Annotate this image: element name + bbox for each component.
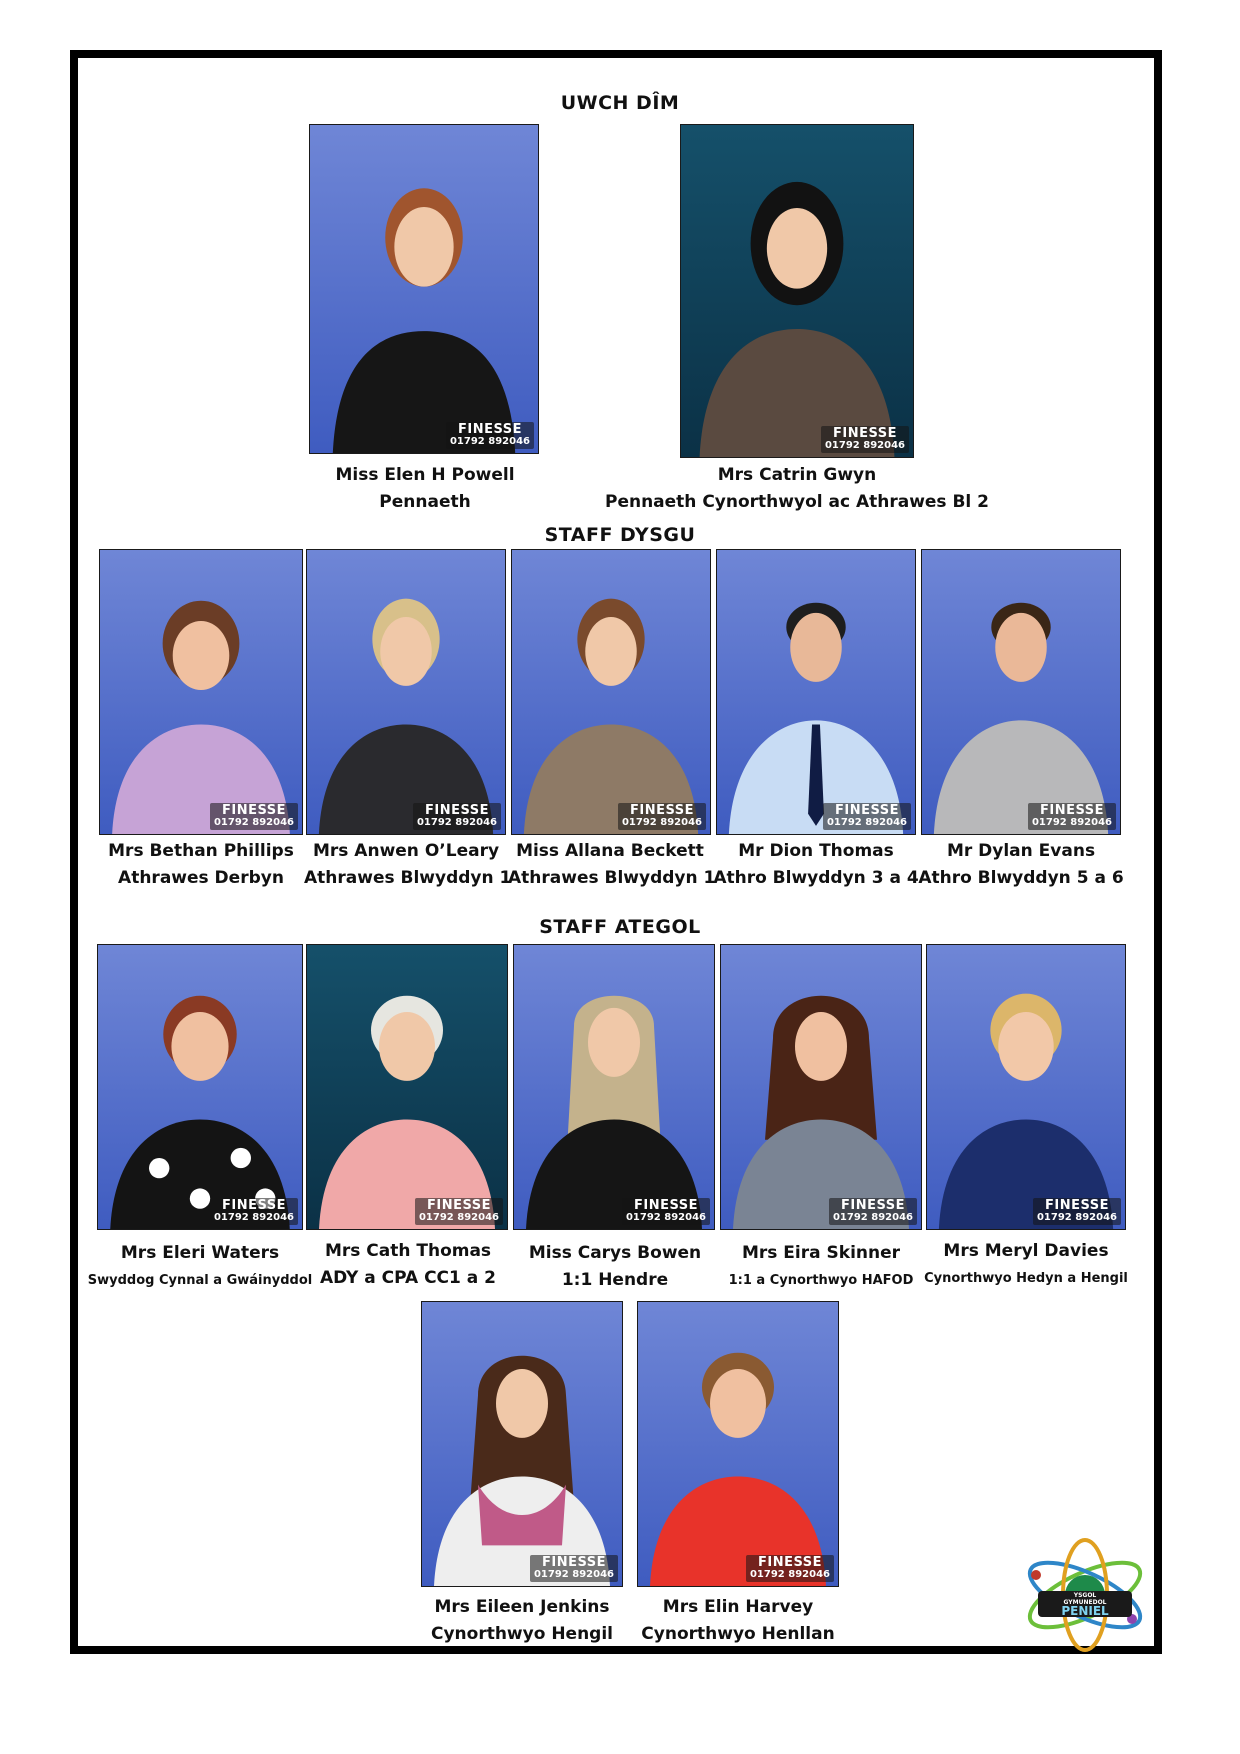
watermark: FINESSE 01792 892046 (446, 422, 534, 449)
section-heading-support: STAFF ATEGOL (539, 916, 701, 938)
watermark: FINESSE 01792 892046 (415, 1198, 503, 1225)
portrait-photo (309, 124, 539, 454)
staff-role: Athrawes Blwyddyn 1 (304, 868, 512, 888)
watermark: FINESSE 01792 892046 (618, 803, 706, 830)
staff-role: Athrawes Derbyn (118, 868, 284, 888)
staff-name: Mrs Eira Skinner (741, 1243, 901, 1263)
person-silhouette-icon (638, 1302, 838, 1586)
watermark: FINESSE 01792 892046 (622, 1198, 710, 1225)
section-heading-teaching: STAFF DYSGU (544, 524, 696, 546)
staff-caption (713, 838, 919, 892)
staff-caption (85, 1240, 315, 1294)
portrait-photo (97, 944, 303, 1230)
person-silhouette-icon (514, 945, 714, 1229)
portrait-photo (720, 944, 922, 1230)
logo-line-1: YSGOL (1073, 1592, 1097, 1599)
person-silhouette-icon (422, 1302, 622, 1586)
staff-caption (305, 1238, 511, 1292)
person-silhouette-icon (922, 550, 1120, 834)
staff-caption (300, 462, 550, 516)
watermark: FINESSE 01792 892046 (530, 1555, 618, 1582)
staff-caption (508, 838, 716, 892)
logo-line-2: GYMUNEDOL (1063, 1599, 1107, 1606)
portrait-photo (306, 549, 506, 835)
watermark: FINESSE 01792 892046 (746, 1555, 834, 1582)
school-logo (1020, 1535, 1150, 1655)
person-silhouette-icon (310, 125, 538, 453)
person-silhouette-icon (927, 945, 1125, 1229)
staff-caption (716, 1240, 926, 1294)
watermark: FINESSE 01792 892046 (829, 1198, 917, 1225)
watermark: FINESSE 01792 892046 (210, 1198, 298, 1225)
staff-role: 1:1 a Cynorthwyo HAFOD (728, 1273, 914, 1288)
watermark: FINESSE 01792 892046 (210, 803, 298, 830)
logo-line-3: PENIEL (1061, 1604, 1109, 1618)
person-silhouette-icon (98, 945, 302, 1229)
watermark: FINESSE 01792 892046 (1033, 1198, 1121, 1225)
portrait-photo (513, 944, 715, 1230)
staff-role: ADY a CPA CC1 a 2 (319, 1268, 497, 1288)
staff-role: Cynorthwyo Henllan (641, 1624, 835, 1644)
staff-caption (600, 462, 994, 516)
person-silhouette-icon (307, 945, 507, 1229)
person-silhouette-icon (721, 945, 921, 1229)
staff-name: Mrs Elin Harvey (662, 1597, 814, 1617)
staff-name: Mr Dion Thomas (738, 841, 894, 861)
portrait-photo (511, 549, 711, 835)
staff-name: Mrs Catrin Gwyn (717, 465, 877, 485)
staff-name: Mrs Anwen O’Leary (312, 841, 500, 861)
staff-caption (918, 838, 1124, 892)
staff-role: Pennaeth (379, 492, 471, 512)
portrait-photo (921, 549, 1121, 835)
staff-name: Mrs Bethan Phillips (108, 841, 294, 861)
staff-caption (920, 1238, 1132, 1292)
person-silhouette-icon (681, 125, 913, 457)
portrait-photo (926, 944, 1126, 1230)
staff-role: 1:1 Hendre (561, 1270, 669, 1290)
staff-caption (95, 838, 307, 892)
person-silhouette-icon (307, 550, 505, 834)
staff-role: Swyddog Cynnal a Gwáinyddol (87, 1273, 313, 1288)
staff-name: Miss Elen H Powell (335, 465, 515, 485)
staff-caption (304, 838, 512, 892)
person-silhouette-icon (717, 550, 915, 834)
staff-name: Miss Allana Beckett (516, 841, 704, 861)
portrait-photo (680, 124, 914, 458)
staff-role: Athro Blwyddyn 3 a 4 (713, 868, 919, 888)
staff-name: Mrs Meryl Davies (943, 1241, 1109, 1261)
staff-caption (636, 1594, 840, 1648)
person-silhouette-icon (100, 550, 302, 834)
staff-name: Mrs Cath Thomas (324, 1241, 492, 1261)
section-heading-senior: UWCH DÎM (560, 92, 680, 114)
portrait-photo (306, 944, 508, 1230)
staff-role: Athro Blwyddyn 5 a 6 (918, 868, 1124, 888)
watermark: FINESSE 01792 892046 (823, 803, 911, 830)
portrait-photo (421, 1301, 623, 1587)
staff-role: Athrawes Blwyddyn 1 (508, 868, 716, 888)
staff-name: Miss Carys Bowen (528, 1243, 702, 1263)
watermark: FINESSE 01792 892046 (413, 803, 501, 830)
staff-name: Mrs Eileen Jenkins (434, 1597, 610, 1617)
portrait-photo (637, 1301, 839, 1587)
person-silhouette-icon (512, 550, 710, 834)
staff-role: Cynorthwyo Hengil (430, 1624, 614, 1644)
portrait-photo (716, 549, 916, 835)
staff-caption (510, 1240, 720, 1294)
staff-caption (420, 1594, 624, 1648)
staff-role: Pennaeth Cynorthwyol ac Athrawes Bl 2 (604, 492, 990, 512)
watermark: FINESSE 01792 892046 (821, 426, 909, 453)
portrait-photo (99, 549, 303, 835)
staff-name: Mrs Eleri Waters (120, 1243, 280, 1263)
staff-role: Cynorthwyo Hedyn a Hengil (924, 1271, 1128, 1286)
watermark: FINESSE 01792 892046 (1028, 803, 1116, 830)
staff-name: Mr Dylan Evans (946, 841, 1096, 861)
